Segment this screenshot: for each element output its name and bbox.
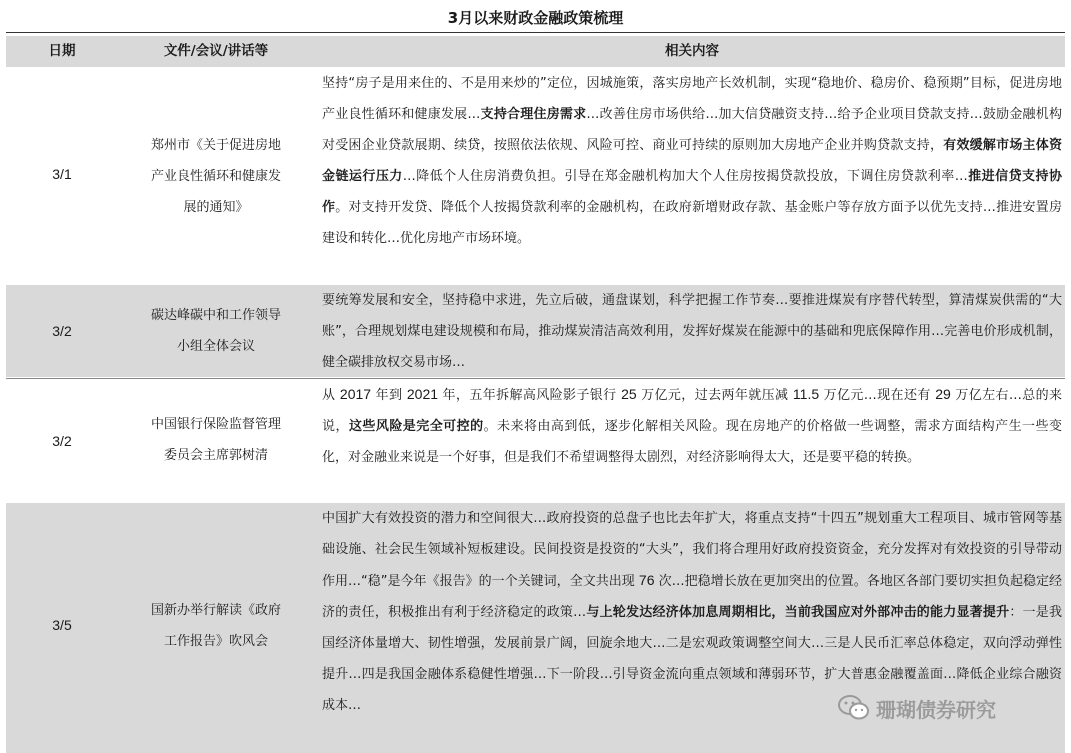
row-date: 3/2 [52, 433, 72, 449]
content-text: 要统筹发展和安全，坚持稳中求进，先立后破，通盘谋划，科学把握工作节奏…要推进煤炭有序替代转型，算清煤炭供需的“大账”，合理规划煤电建设规模和布局，推动煤炭清洁高效利用，发挥好煤炭在能源中的基础和兜底保障作用…完善电价形成机制，健全碳排放权交易市场… [322, 293, 1062, 370]
emphasis-text: 推进信贷支持协作 [322, 169, 1062, 215]
row-document [126, 300, 306, 362]
emphasis-text: 与上轮发达经济体加息周期相比，当前我国应对外部冲击的能力显著提升 [586, 605, 1010, 620]
table-header [6, 36, 1065, 67]
doc-line: 中国银行保险监督管理 [150, 417, 281, 432]
content-text: 中国扩大有效投资的潜力和空间很大…政府投资的总盘子也比去年扩大，将重点支持“十四五”规划重大工程项目、城市管网等基础设施、社会民生领域补短板建设。民间投资是投资的“大头”，我们将合理用好政府投资资金，充分发挥对有效投资的引导带动作用…“稳”是今年《报告》的一个关键词，全文共出现 [322, 511, 1062, 589]
table-row [6, 68, 1065, 284]
header-date: 日期 [48, 43, 76, 59]
table-title: 3月以来财政金融政策梳理 [6, 4, 1065, 33]
content-text: 。对支持开发贷、降低个人按揭贷款利率的金融机构，在政府新增财政存款、基金账户等存放方面予以优先支持…推进安置房建设和转化…优化房地产市场环境。 [322, 200, 1062, 246]
content-text: …改善住房市场供给…加大信贷融资支持…给予企业项目贷款支持…鼓励金融机构对受困企业贷款展期、续贷，按照依法依规、风险可控、商业可持续的原则加大房地产企业并购贷款支持， [322, 107, 1062, 153]
content-text: 76 [638, 572, 655, 588]
doc-line: 产业良性循环和健康发 [150, 169, 281, 184]
doc-line: 碳达峰碳中和工作领导 [150, 308, 281, 323]
wechat-icon [838, 694, 870, 722]
content-text: 年到 [371, 388, 407, 403]
doc-line: 委员会主席郭树清 [163, 448, 268, 463]
content-text: 万亿左右…总的来说， [322, 388, 1063, 434]
content-text: 2021 [406, 386, 439, 402]
content-text: 2017 [339, 386, 372, 402]
content-text: 从 [322, 388, 340, 403]
content-text: 。未来将由高到低，逐步化解相关风险。现在房地产的价格做一些调整，需求方面结构产生一些变化，对金融业来说是一个好事，但是我们不希望调整得太剧烈，对经济影响得太大，还是要平稳的转换。 [322, 419, 1062, 465]
emphasis-text: 这些风险是完全可控的 [348, 419, 484, 434]
content-text: 25 [621, 386, 637, 402]
row-content [322, 379, 1062, 473]
table-row [6, 378, 1065, 502]
doc-line: 展的通知》 [183, 200, 249, 215]
content-text: 万亿元，过去两年就压减 [636, 388, 793, 403]
content-text: 坚持“房子是用来住的、不是用来炒的”定位，因城施策，落实房地产长效机制，实现“稳地价、稳房价、稳预期”目标，促进房地产业良性循环和健康发展… [322, 76, 1062, 122]
content-text: 万亿元…现在还有 [819, 388, 936, 403]
header-doc: 文件/会议/讲话等 [163, 43, 269, 59]
row-date: 3/5 [52, 617, 72, 633]
content-text: 次…把稳增长放在更加突出的位置。各地区各部门要切实担负起稳定经济的责任，积极推出有利于经济稳定的政策… [322, 574, 1062, 620]
content-text: ：一是我国经济体量增大、韧性增强，发展前景广阔，回旋余地大…二是宏观政策调整空间大…三是人民币汇率总体稳定，双向浮动弹性提升…四是我国金融体系稳健性增强…下一阶段…引导资金流向重点领域和薄弱环节，扩大普惠金融覆盖面…降低企业综合融资成本… [322, 605, 1062, 713]
header-content: 相关内容 [665, 43, 719, 59]
emphasis-text: 有效缓解市场主体资金链运行压力 [322, 138, 1062, 184]
content-text: 11.5 [792, 386, 820, 402]
table-row [6, 285, 1065, 377]
doc-line: 国新办举行解读《政府 [150, 603, 281, 618]
content-text: 29 [935, 386, 951, 402]
doc-line: 郑州市《关于促进房地 [150, 138, 281, 153]
content-text: 年，五年拆解高风险影子银行 [438, 388, 622, 403]
row-document [126, 130, 306, 223]
row-content [322, 503, 1062, 721]
doc-line: 工作报告》吹风会 [163, 634, 268, 649]
watermark [838, 690, 996, 726]
row-document [126, 595, 306, 657]
watermark-text: 珊瑚债券研究 [876, 697, 996, 722]
row-content [322, 285, 1062, 378]
row-date: 3/1 [52, 166, 72, 182]
row-content [322, 68, 1062, 254]
emphasis-text: 支持合理住房需求 [480, 107, 587, 122]
row-date: 3/2 [52, 323, 72, 339]
doc-line: 小组全体会议 [176, 339, 255, 354]
content-text: …降低个人住房消费负担。引导在郑金融机构加大个人住房按揭贷款投放，下调住房贷款利率… [402, 169, 968, 184]
row-document [126, 409, 306, 471]
